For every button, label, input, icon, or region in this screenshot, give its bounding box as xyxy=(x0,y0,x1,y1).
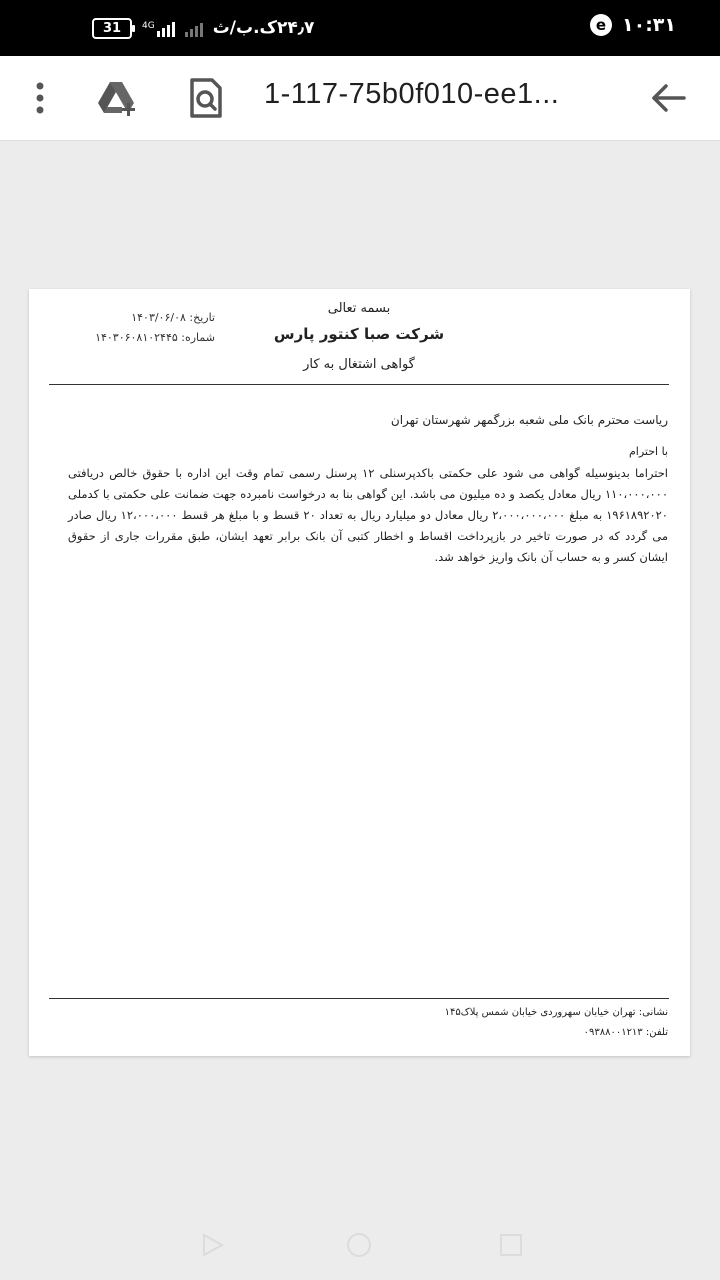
notification-app-icon: e xyxy=(590,14,612,36)
search-document-icon[interactable] xyxy=(184,76,228,120)
recipient-line: ریاست محترم بانک ملی شعبه بزرگمهر شهرستان تهران xyxy=(390,413,668,427)
battery-icon xyxy=(92,18,132,39)
more-vert-icon[interactable] xyxy=(18,76,62,120)
cellular-signal-icon xyxy=(142,19,175,37)
app-bar xyxy=(0,56,720,141)
back-arrow-icon[interactable] xyxy=(646,76,690,120)
footer-divider xyxy=(49,998,669,999)
footer-phone: تلفن: ۰۹۳۸۸۰۰۱۲۱۳ xyxy=(583,1027,668,1038)
network-speed: ۲۴٫۷ک.ب/ث xyxy=(212,18,315,38)
header-divider xyxy=(49,384,669,385)
status-left xyxy=(92,14,314,42)
footer-address: نشانی: تهران خیابان سهروردی خیابان شمس پلاک۱۴۵ xyxy=(444,1007,668,1018)
salutation: با احترام xyxy=(628,445,668,458)
clock: ۱۰:۳۱ xyxy=(622,14,676,36)
network-type: 4G xyxy=(142,21,155,31)
company-name: شرکت صبا کنتور پارس xyxy=(273,325,445,343)
letter-body: احتراما بدینوسیله گواهی می شود علی حکمتی باکدپرسنلی ۱۲ پرسنل رسمی تمام وقت این اداره با حقوق خالص دریافتی ۱۱۰،۰۰۰،۰۰۰ ریال معادل یکصد و ده میلیون می باشد. این گواهی بنا به درخواست نامبرده جهت ضمانت علی حکمتی با کدملی ۱۹۶۱۸۹۲۰۲۰ به مبلغ ۲،۰۰۰،۰۰۰،۰۰۰ ریال معادل دو میلیارد ریال به تعداد ۲۰ قسط و با مبلغ هر قسط ۱۲،۰۰۰،۰۰۰ ریال صادر می گردد که در صورت تاخیر در بازپرداخت اقساط و اخطار کتبی آن بانک برابر تعهد ایشان، طبق مقررات جاری از حقوق ایشان کسر و به حساب آن بانک واریز خواهد شد. xyxy=(68,466,669,564)
nav-back-icon[interactable] xyxy=(200,1232,226,1262)
signal-bars xyxy=(157,19,175,37)
status-right xyxy=(590,14,676,36)
bismillah-heading: بسمه تعالی xyxy=(327,301,391,316)
document-page[interactable] xyxy=(29,289,690,1056)
battery-level: 31 xyxy=(102,20,122,36)
document-number: شماره: ۱۴۰۳۰۶۰۸۱۰۲۴۴۵ xyxy=(95,331,215,344)
document-title: 1-117-75b0f010-ee1... xyxy=(264,78,560,110)
secondary-signal-icon xyxy=(185,19,203,37)
drive-add-icon[interactable] xyxy=(96,76,140,120)
nav-recents-icon[interactable] xyxy=(498,1232,524,1262)
certificate-title: گواهی اشتغال به کار xyxy=(303,357,415,372)
document-date: تاریخ: ۱۴۰۳/۰۶/۰۸ xyxy=(131,311,215,324)
status-bar xyxy=(0,0,720,56)
nav-home-icon[interactable] xyxy=(344,1232,374,1262)
